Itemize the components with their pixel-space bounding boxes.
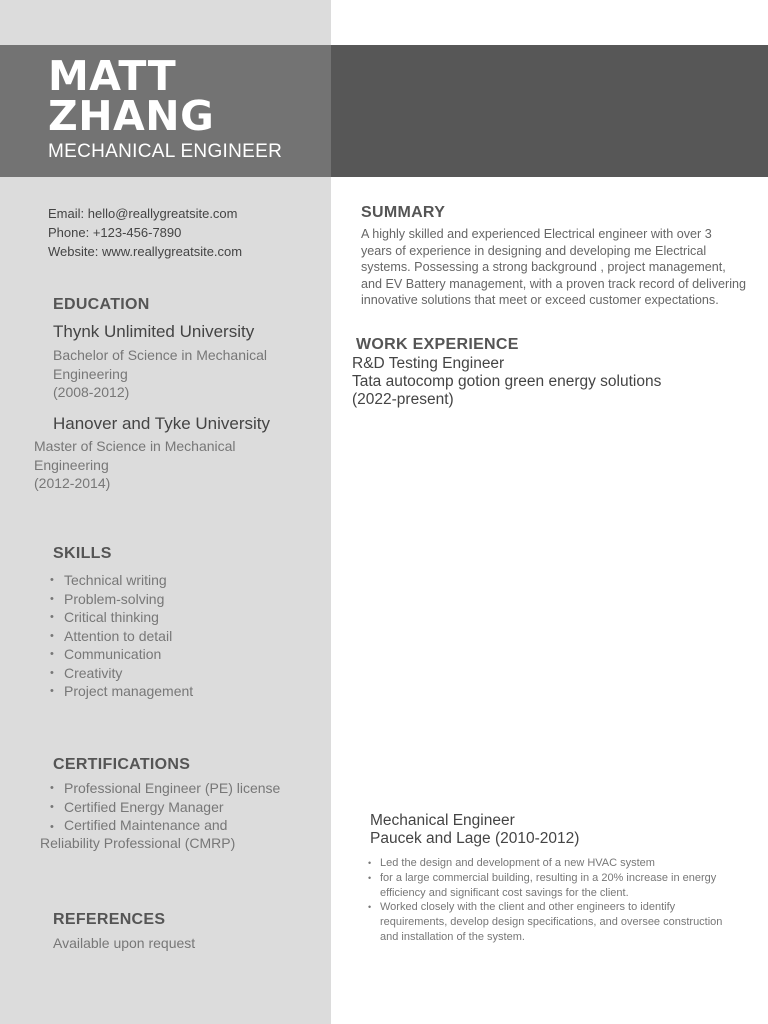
skill-item bbox=[48, 627, 193, 646]
skill-item bbox=[48, 571, 193, 590]
skill-item bbox=[48, 608, 193, 627]
bullet-icon: • bbox=[50, 574, 54, 586]
job-2-role: Mechanical Engineer bbox=[370, 812, 515, 829]
skill-label: Technical writing bbox=[64, 572, 167, 588]
education-school-2: Hanover and Tyke University bbox=[53, 414, 271, 433]
skill-item bbox=[48, 682, 193, 701]
bullet-icon: • bbox=[50, 821, 54, 833]
education-school-1: Thynk Unlimited University bbox=[53, 322, 255, 341]
references-heading: REFERENCES bbox=[53, 911, 166, 928]
skill-label: Attention to detail bbox=[64, 627, 173, 644]
job-1-role: R&D Testing Engineer bbox=[352, 355, 505, 372]
contact-website: Website: www.reallygreatsite.com bbox=[48, 244, 243, 259]
skills-heading: SKILLS bbox=[53, 545, 112, 562]
certifications-heading: CERTIFICATIONS bbox=[53, 756, 191, 773]
bullet-icon: • bbox=[50, 800, 54, 813]
job-2-company-years: Paucek and Lage (2010-2012) bbox=[370, 830, 580, 847]
references-text: Available upon request bbox=[53, 935, 196, 951]
degree-1-line-2: Engineering bbox=[53, 365, 128, 382]
name-line-2: ZHANG bbox=[48, 92, 215, 140]
bullet-icon: • bbox=[50, 611, 54, 623]
certification-item bbox=[48, 798, 280, 817]
skill-label: Critical thinking bbox=[64, 609, 159, 625]
skill-label: Project management bbox=[64, 683, 194, 699]
skill-label: Creativity bbox=[64, 664, 123, 681]
skill-label: Problem-solving bbox=[64, 590, 165, 607]
job-2-bullets bbox=[367, 856, 742, 945]
work-experience-heading: WORK EXPERIENCE bbox=[356, 336, 519, 353]
skill-item bbox=[48, 664, 193, 683]
degree-1-years: (2008-2012) bbox=[53, 384, 130, 400]
degree-2-years: (2012-2014) bbox=[34, 475, 111, 491]
header-right-band bbox=[331, 45, 768, 177]
skills-list bbox=[48, 571, 193, 701]
bullet-icon: • bbox=[50, 648, 54, 660]
job-2-bullet bbox=[367, 900, 742, 944]
certification-3-line-2: Reliability Professional (CMRP) bbox=[40, 835, 236, 851]
certification-item bbox=[48, 779, 280, 798]
job-2-bullet-text: Led the design and development of a new HVAC system bbox=[380, 857, 655, 869]
candidate-name bbox=[48, 52, 215, 140]
bullet-icon: • bbox=[50, 685, 54, 697]
job-2-bullet bbox=[367, 856, 742, 871]
education-degree-2 bbox=[34, 437, 236, 493]
skill-item bbox=[48, 590, 193, 609]
certifications-list bbox=[48, 779, 280, 816]
job-1-years: (2022-present) bbox=[352, 391, 454, 408]
contact-email: Email: hello@reallygreatsite.com bbox=[48, 206, 238, 221]
bullet-icon: • bbox=[50, 592, 54, 605]
certification-label: Professional Engineer (PE) license bbox=[64, 780, 281, 796]
job-2-bullet-text: for a large commercial building, resulting in a 20% increase in energy efficiency and significant cost savings for the client. bbox=[380, 871, 717, 899]
education-heading: EDUCATION bbox=[53, 296, 150, 313]
contact-phone: Phone: +123-456-7890 bbox=[48, 225, 182, 240]
job-2-bullet bbox=[367, 871, 742, 901]
job-1-company: Tata autocomp gotion green energy solutions bbox=[352, 373, 662, 390]
job-2-bullet-text: Worked closely with the client and other engineers to identify requirements, develop design specifications, and oversee construction and installation of the system. bbox=[380, 901, 723, 943]
skill-item bbox=[48, 645, 193, 664]
bullet-icon: • bbox=[368, 872, 372, 883]
certification-3-line-1: Certified Maintenance and bbox=[64, 817, 228, 833]
bullet-icon: • bbox=[368, 902, 372, 913]
contact-block bbox=[48, 204, 242, 261]
summary-text: A highly skilled and experienced Electrical engineer with over 3 years of experience in designing and developing me Electrical systems. Possessing a strong background , project management, and EV Battery management, with a proven track record of delivering innovative solutions that meet or exceed customer expectations. bbox=[361, 227, 747, 307]
summary-heading: SUMMARY bbox=[361, 204, 446, 221]
degree-2-line-2: Engineering bbox=[34, 456, 109, 473]
bullet-icon: • bbox=[368, 858, 372, 868]
skill-label: Communication bbox=[64, 646, 162, 662]
certification-label: Certified Energy Manager bbox=[64, 798, 224, 815]
bullet-icon: • bbox=[50, 629, 54, 642]
bullet-icon: • bbox=[50, 782, 54, 794]
education-degree-1 bbox=[53, 346, 267, 402]
job-title: MECHANICAL ENGINEER bbox=[48, 141, 283, 162]
name-line-1: MATT bbox=[48, 52, 177, 100]
bullet-icon: • bbox=[50, 666, 54, 679]
degree-1-line-1: Bachelor of Science in Mechanical bbox=[53, 347, 268, 363]
degree-2-line-1: Master of Science in Mechanical bbox=[34, 438, 236, 454]
